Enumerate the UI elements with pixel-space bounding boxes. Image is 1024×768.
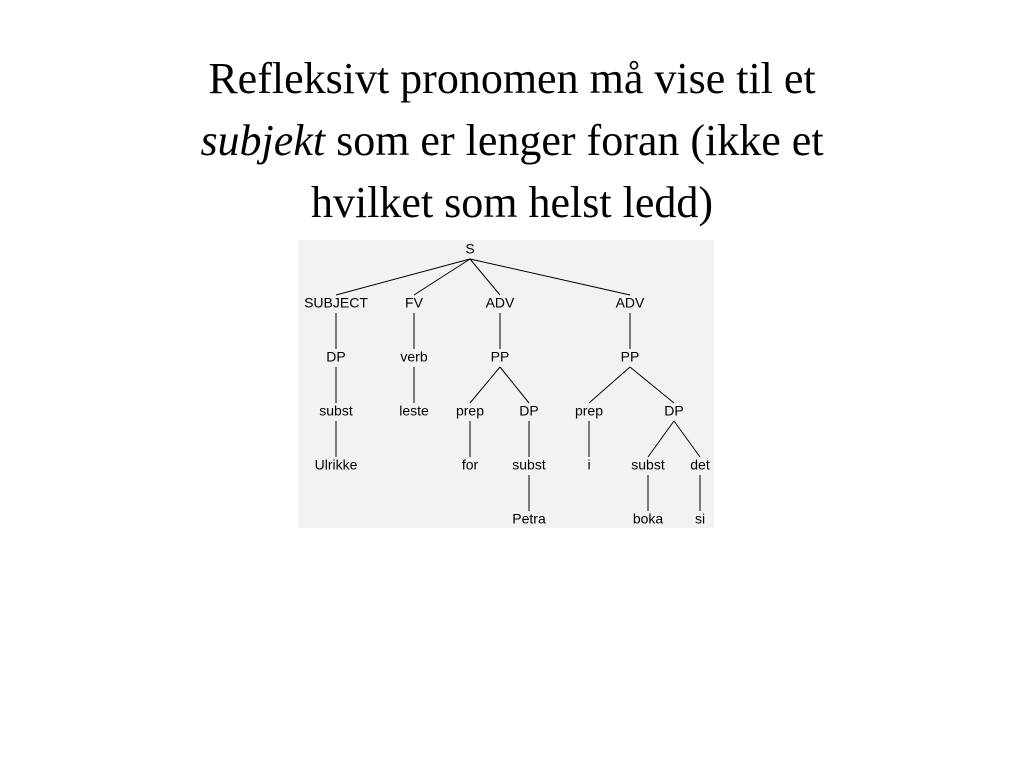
syntax-tree-figure <box>298 240 714 528</box>
tree-node-prep1: prep <box>455 402 485 419</box>
tree-node-boka: boka <box>632 510 664 527</box>
slide-title <box>0 48 1024 234</box>
tree-node-i: i <box>587 456 591 473</box>
title-line-2 <box>0 110 1024 172</box>
tree-edge-pp1-dp2 <box>500 367 529 403</box>
tree-node-subst1: subst <box>319 402 353 419</box>
tree-edge-dp3-subst3 <box>648 421 674 457</box>
title-line-2-rest: som er lenger foran (ikke et <box>325 116 824 165</box>
tree-edge-pp1-prep1 <box>470 367 500 403</box>
tree-node-for: for <box>461 456 479 473</box>
tree-edge-s-adv2 <box>470 259 630 295</box>
tree-node-subst2: subst <box>512 456 546 473</box>
tree-edge-s-subject <box>336 259 470 295</box>
title-italic-word: subjekt <box>200 116 326 165</box>
tree-node-verb: verb <box>400 348 428 365</box>
title-line-3: hvilket som helst ledd) <box>310 178 714 227</box>
title-line-1: Refleksivt pronomen må vise til et <box>208 54 816 103</box>
tree-edges <box>336 259 700 511</box>
tree-node-det: det <box>690 456 710 473</box>
tree-edge-pp2-prep2 <box>589 367 630 403</box>
syntax-tree <box>298 240 714 528</box>
tree-node-petra: Petra <box>512 510 546 527</box>
tree-node-ulrikke: Ulrikke <box>314 456 358 473</box>
tree-node-dp3: DP <box>664 402 684 419</box>
tree-node-prep2: prep <box>574 402 604 419</box>
tree-node-subject: SUBJECT <box>304 294 368 311</box>
tree-node-s: S <box>465 240 475 257</box>
tree-node-pp1: PP <box>490 348 510 365</box>
tree-node-fv: FV <box>405 294 423 311</box>
tree-node-subst3: subst <box>631 456 665 473</box>
tree-node-dp1: DP <box>326 348 346 365</box>
tree-node-pp2: PP <box>620 348 640 365</box>
tree-edge-dp3-det <box>674 421 700 457</box>
tree-nodes <box>304 241 710 527</box>
tree-node-dp2: DP <box>519 402 539 419</box>
tree-edge-pp2-dp3 <box>630 367 674 403</box>
tree-node-si: si <box>694 510 706 527</box>
tree-node-adv1: ADV <box>485 294 515 311</box>
tree-edge-s-fv <box>414 259 470 295</box>
tree-node-leste: leste <box>399 402 429 419</box>
tree-node-adv2: ADV <box>615 294 645 311</box>
